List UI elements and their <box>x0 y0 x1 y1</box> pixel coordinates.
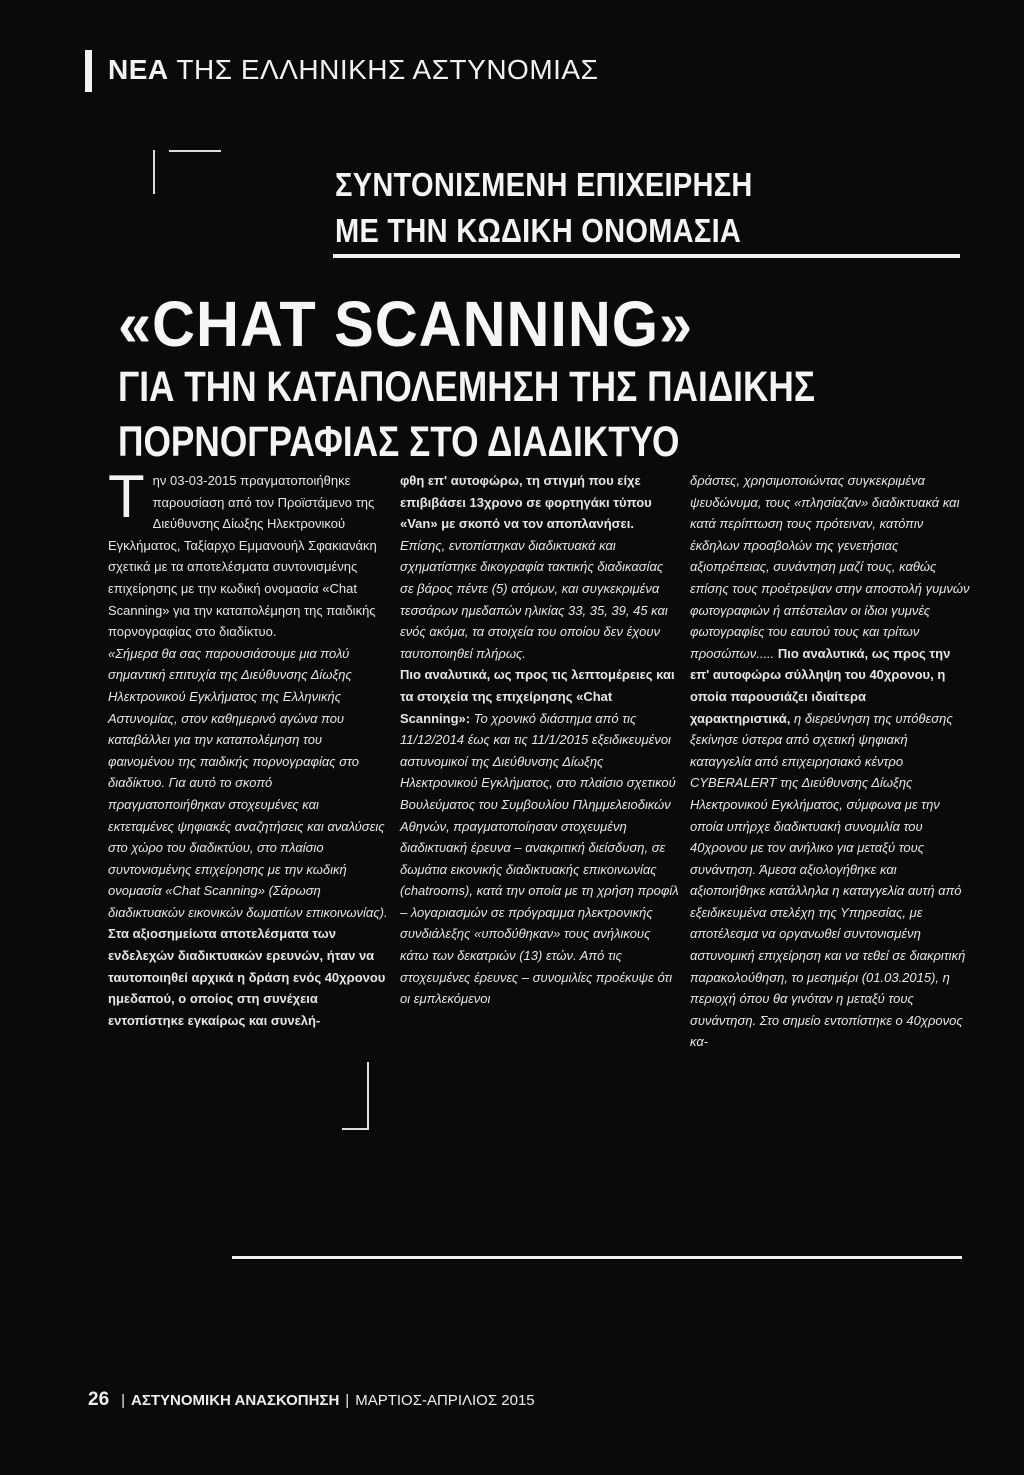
section-header-rest: ΤΗΣ ΕΛΛΗΝΙΚΗΣ ΑΣΤΥΝΟΜΙΑΣ <box>176 54 599 85</box>
article-column-1 <box>108 463 388 1031</box>
page-number: 26 <box>88 1389 110 1410</box>
col2-bold-lead: φθη επ' αυτοφώρω, τη στιγμή που είχε επιβιβάσει 13χρονο σε φορτηγάκι τύπου «Van» με σκοπό να τον αποπλανήσει. <box>400 473 652 532</box>
decorative-bracket <box>153 150 155 194</box>
intro-paragraph <box>108 463 388 643</box>
footer-separator: | <box>121 1392 126 1409</box>
article-column-2 <box>400 470 680 1010</box>
col2-body-text: Το χρονικό διάστημα από τις 11/12/2014 έως και τις 11/1/2015 εξειδικευμένοι αστυνομικοί της Διεύθυνσης Δίωξης Ηλεκτρονικού Εγκλήματος, στο πλαίσιο σχετικού Βουλεύματος του Συμβουλίου Πλημμελειοδικών Αθηνών, πραγματοποίησαν στοχευμένη διαδικτυακή έρευνα – ανακριτική διείσδυση, σε δωμάτια εικονικής διαδικτυακής επικοινωνίας (chatrooms), κατά την οποία με τη χρήση προφίλ – λογαριασμών σε πρόγραμμα ηλεκτρονικής συνδιάλεξης «υποδύθηκαν» τους ανήλικους κάτω των δεκατριών (13) ετών. Από τις στοχευμένες έρευνες – συνομιλίες προέκυψε ότι οι εμπλεκόμενοι <box>400 710 679 1007</box>
article-column-3 <box>690 470 970 1053</box>
intro-text: ην 03-03-2015 πραγματοποιήθηκε παρουσίαση από τον Προϊστάμενο της Διεύθυνσης Δίωξης Ηλεκτρονικού Εγκλήματος, Ταξίαρχο Εμμανουήλ Σφακιανάκη σχετικά με τα αποτελέσματα συντονισμένης επιχείρησης με την κωδική ονομασία «Chat Scanning» για την καταπολέμηση της παιδικής πορνογραφίας στο διαδίκτυο. <box>108 473 377 640</box>
kicker-divider <box>333 254 960 258</box>
decorative-mark-vertical <box>367 1062 369 1130</box>
section-marker <box>85 50 92 92</box>
col2-paragraph-1 <box>400 470 680 664</box>
quote-paragraph <box>108 643 388 1032</box>
subhead-line-2: ΠΟΡΝΟΓΡΑΦΙΑΣ ΣΤΟ ΔΙΑΔΙΚΤΥΟ <box>118 418 680 466</box>
col3-italic-text: δράστες, χρησιμοποιώντας συγκεκριμένα ψευδώνυμα, τους «πλησίαζαν» διαδικτυακά και κατά περίπτωση τους πρότειναν, κατόπιν έκδηλων προσβολών της γενετήσιας αξιοπρέπειας, συνάντηση μαζί τους, καθώς επίσης τους προέτρεψαν στην αποστολή γυμνών φωτογραφιών ή απέστειλαν οι ίδιοι γυμνές φωτογραφίες του εαυτού τους και τρίτων προσώπων..... <box>690 473 970 661</box>
col2-paragraph-2 <box>400 664 680 1010</box>
quote-text: «Σήμερα θα σας παρουσιάσουμε μια πολύ σημαντική επιτυχία της Διεύθυνσης Δίωξης Ηλεκτρονικού Εγκλήματος της Ελληνικής Αστυνομίας, στον καθημερινό αγώνα που καταβάλλει για την καταπολέμηση του φαινομένου της παιδικής πορνογραφίας στο διαδίκτυο. Για αυτό το σκοπό πραγματοποιήθηκαν στοχευμένες και εκτεταμένες ψηφιακές αναζητήσεις και αναλύσεις στο χώρο του διαδικτύου, στο πλαίσιο συντονισμένης επιχείρησης με την κωδική ονομασία «Chat Scanning» (Σάρωση διαδικτυακών εικονικών δωματίων επικοινωνίας). <box>108 645 388 920</box>
kicker-line-2: ΜΕ ΤΗΝ ΚΩΔΙΚΗ ΟΝΟΜΑΣΙΑ <box>335 212 742 249</box>
col3-bold-text: Πιο αναλυτικά, ως προς την επ' αυτοφώρω σύλληψη του 40χρονου, η οποία παρουσιάζει ιδιαίτερα χαρακτηριστικά, <box>690 645 951 726</box>
col2-bold-heading: Πιο αναλυτικά, ως προς τις λεπτομέρειες και τα στοιχεία της επιχείρησης «Chat Scanning»: <box>400 667 675 726</box>
col2-italic-text: Επίσης, εντοπίστηκαν διαδικτυακά και σχηματίστηκε δικογραφία τακτικής διαδικασίας σε βάρος πέντε (5) ατόμων, και συγκεκριμένα τεσσάρων ημεδαπών ηλικίας 33, 35, 39, 45 και ενός ακόμα, τα στοιχεία του οποίου δεν έχουν ταυτοποιηθεί πλήρως. <box>400 537 668 661</box>
col3-body-text: η διερεύνηση της υπόθεσης ξεκίνησε ύστερα από σχετική ψηφιακή καταγγελία από επιχειρησιακό κέντρο CYBERALERT της Διεύθυνσης Δίωξης Ηλεκτρονικού Εγκλήματος, σύμφωνα με την οποία υπήρχε διαδικτυακή συνομιλία του 40χρονου με τον ανήλικο για μεταξύ τους συνάντηση. Άμεσα αξιολογήθηκε και αξιοποιήθηκε κατάλληλα η καταγγελία αυτή από εξειδικευμένα στελέχη της Υπηρεσίας, με αποτέλεσμα να οργανωθεί συντονισμένη αστυνομική επιχείρηση και να τεθεί σε διακριτική παρακολούθηση, το μεσημέρι (01.03.2015), η περιοχή όπου θα γινόταν η μεταξύ τους συνάντηση. Στο σημείο εντοπίστηκε ο 40χρονος κα- <box>690 710 966 1050</box>
article-kicker <box>335 162 753 254</box>
decorative-mark-horizontal <box>342 1128 369 1130</box>
subhead-line-1: ΓΙΑ ΤΗΝ ΚΑΤΑΠΟΛΕΜΗΣΗ ΤΗΣ ΠΑΙΔΙΚΗΣ <box>118 363 816 411</box>
publication-name: ΑΣΤΥΝΟΜΙΚΗ ΑΝΑΣΚΟΠΗΣΗ <box>131 1392 340 1409</box>
article-subheadline <box>118 360 815 470</box>
drop-cap: Τ <box>108 463 145 530</box>
quote-bold-text: Στα αξιοσημείωτα αποτελέσματα των ενδελεχών διαδικτυακών ερευνών, ήταν να ταυτοποιηθεί αρχικά η δράση ενός 40χρονου ημεδαπού, ο οποίος στη συνέχεια εντοπίστηκε εγκαίρως και συνελή- <box>108 926 386 1028</box>
col3-paragraph-1 <box>690 470 970 1053</box>
footer-separator-2: | <box>345 1392 350 1409</box>
decorative-bracket-top <box>169 150 221 152</box>
kicker-line-1: ΣΥΝΤΟΝΙΣΜΕΝΗ ΕΠΙΧΕΙΡΗΣΗ <box>335 166 753 203</box>
section-header-bold: ΝΕΑ <box>108 54 169 85</box>
article-headline: «CHAT SCANNING» <box>118 288 694 360</box>
page-footer <box>88 1389 535 1411</box>
section-header <box>108 54 598 86</box>
issue-date: ΜΑΡΤΙΟΣ-ΑΠΡΙΛΙΟΣ 2015 <box>355 1392 535 1409</box>
bottom-divider <box>232 1256 962 1259</box>
